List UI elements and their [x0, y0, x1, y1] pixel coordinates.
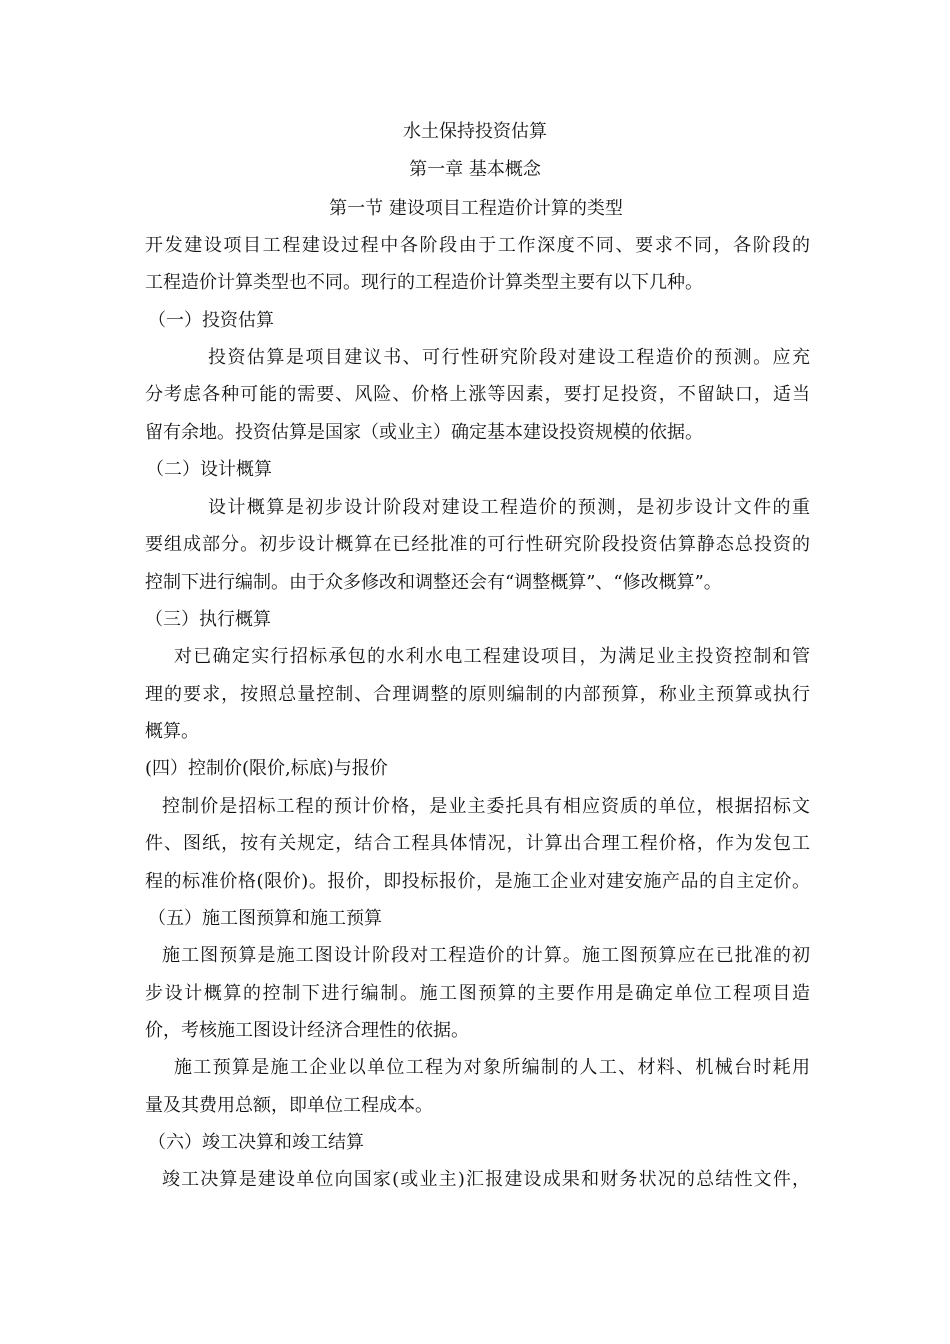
paragraph-line: 控制下进行编制。由于众多修改和调整还会有“调整概算”、“修改概算”。 [145, 572, 722, 593]
paragraph-line: 对已确定实行招标承包的水利水电工程建设项目，为满足业主投资控制和管 [174, 646, 810, 667]
subsection-heading: （六）竣工决算和竣工结算 [148, 1132, 364, 1153]
paragraph-line: 价，考核施工图设计经济合理性的依据。 [145, 1020, 469, 1041]
subsection-heading: （三）执行概算 [145, 609, 271, 630]
subsection-heading: （一）投资估算 [148, 310, 274, 331]
paragraph-line: 投资估算是项目建议书、可行性研究阶段对建设工程造价的预测。应充 [208, 347, 810, 368]
paragraph-line: 控制价是招标工程的预计价格，是业主委托具有相应资质的单位，根据招标文 [162, 796, 810, 817]
subsection-heading: （五）施工图预算和施工预算 [148, 908, 382, 929]
paragraph-line: 要组成部分。初步设计概算在已经批准的可行性研究阶段投资估算静态总投资的 [145, 534, 810, 555]
paragraph-line: 工程造价计算类型也不同。现行的工程造价计算类型主要有以下几种。 [145, 272, 703, 293]
section-heading: 第一节 建设项目工程造价计算的类型 [329, 198, 623, 219]
document-title: 水土保持投资估算 [403, 121, 547, 142]
paragraph-line: 设计概算是初步设计阶段对建设工程造价的预测，是初步设计文件的重 [208, 497, 810, 518]
paragraph-line: 留有余地。投资估算是国家（或业主）确定基本建设投资规模的依据。 [145, 422, 703, 443]
paragraph-line: 竣工决算是建设单位向国家(或业主)汇报建设成果和财务状况的总结性文件， [162, 1169, 810, 1190]
paragraph-line: 施工预算是施工企业以单位工程为对象所编制的人工、材料、机械台时耗用 [174, 1057, 810, 1078]
paragraph-line: 件、图纸，按有关规定，结合工程具体情况，计算出合理工程价格，作为发包工 [145, 833, 810, 854]
paragraph-line: 量及其费用总额，即单位工程成本。 [145, 1095, 433, 1116]
paragraph-line: 分考虑各种可能的需要、风险、价格上涨等因素，要打足投资，不留缺口，适当 [145, 384, 810, 405]
paragraph-line: 开发建设项目工程建设过程中各阶段由于工作深度不同、要求不同，各阶段的 [145, 235, 810, 256]
paragraph-line: 施工图预算是施工图设计阶段对工程造价的计算。施工图预算应在已批准的初 [162, 945, 810, 966]
subsection-heading: （二）设计概算 [146, 459, 272, 480]
subsection-heading: (四）控制价(限价,标底)与报价 [145, 758, 388, 779]
chapter-heading: 第一章 基本概念 [409, 159, 541, 180]
paragraph-line: 步设计概算的控制下进行编制。施工图预算的主要作用是确定单位工程项目造 [145, 983, 810, 1004]
paragraph-line: 概算。 [145, 721, 199, 742]
paragraph-line: 理的要求，按照总量控制、合理调整的原则编制的内部预算，称业主预算或执行 [145, 684, 810, 705]
paragraph-line: 程的标准价格(限价)。报价，即投标报价，是施工企业对建安施产品的自主定价。 [145, 871, 810, 892]
